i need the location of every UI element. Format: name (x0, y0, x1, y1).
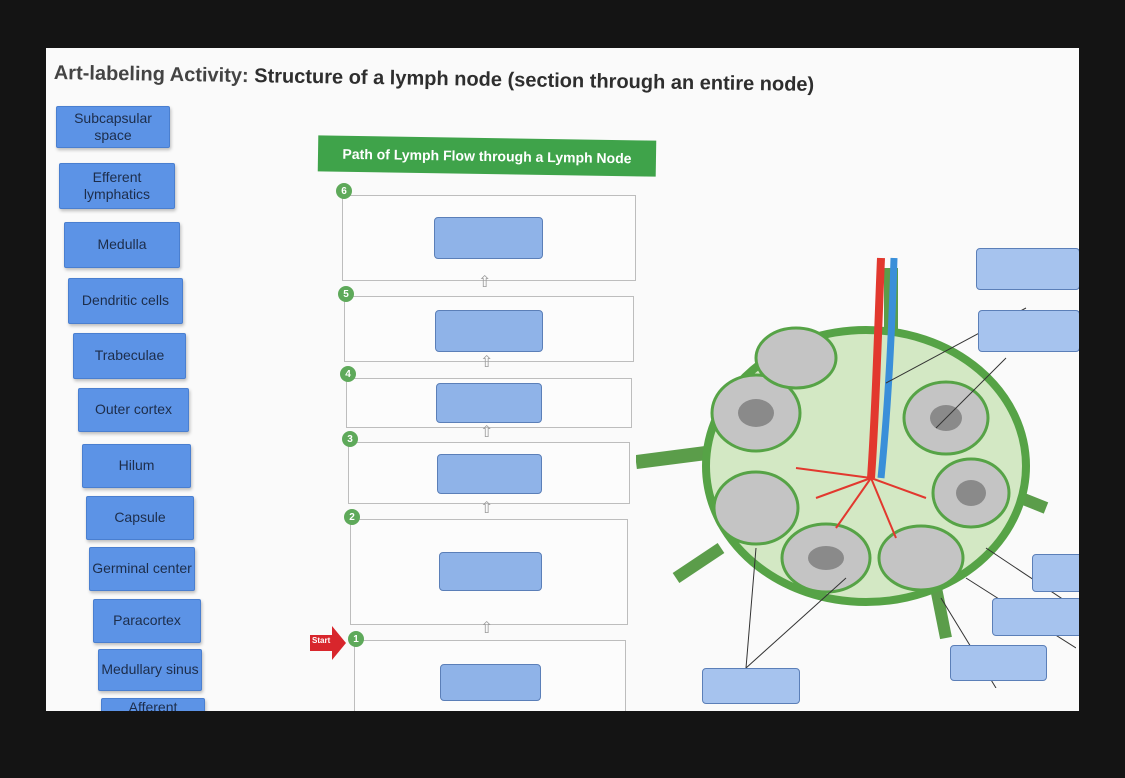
term-medulla[interactable]: Medulla (64, 222, 180, 268)
activity-screen (46, 48, 1079, 711)
afferent-vessel-left (636, 453, 706, 462)
step-number-5: 5 (338, 286, 354, 302)
term-afferent[interactable]: Afferent (101, 698, 205, 711)
label-target-3[interactable] (1032, 554, 1079, 592)
start-label: Start (312, 636, 331, 645)
up-arrow-icon: ⇧ (480, 500, 494, 517)
label-target-4[interactable] (992, 598, 1079, 636)
drop-target-step-2[interactable] (439, 552, 542, 591)
up-arrow-icon: ⇧ (480, 424, 494, 441)
term-outer-cortex[interactable]: Outer cortex (78, 388, 189, 432)
flow-panel-header: Path of Lymph Flow through a Lymph Node (318, 135, 657, 176)
title-prefix: Art-labeling Activity: (53, 62, 249, 88)
term-efferent-lymphatics[interactable]: Efferent lymphatics (59, 163, 175, 209)
term-medullary-sinus[interactable]: Medullary sinus (98, 649, 202, 691)
afferent-vessel-bottom-left (676, 548, 721, 578)
drop-target-step-5[interactable] (435, 310, 543, 352)
term-trabeculae[interactable]: Trabeculae (73, 333, 186, 379)
up-arrow-icon: ⇧ (480, 354, 494, 371)
step-number-1: 1 (348, 631, 364, 647)
title-main: Structure of a lymph node (section through an entire node) (254, 65, 815, 96)
step-number-6: 6 (336, 183, 352, 199)
step-number-3: 3 (342, 431, 358, 447)
up-arrow-icon: ⇧ (480, 620, 494, 637)
afferent-vessel-bottom (936, 588, 946, 638)
term-capsule[interactable]: Capsule (86, 496, 194, 540)
term-subcapsular-space[interactable]: Subcapsular space (56, 106, 170, 148)
term-paracortex[interactable]: Paracortex (93, 599, 201, 643)
label-target-5[interactable] (950, 645, 1047, 681)
drop-target-step-1[interactable] (440, 664, 541, 701)
label-target-1[interactable] (976, 248, 1079, 290)
step-number-2: 2 (344, 509, 360, 525)
label-target-2[interactable] (978, 310, 1079, 352)
start-marker (310, 626, 346, 665)
term-dendritic-cells[interactable]: Dendritic cells (68, 278, 183, 324)
drop-target-step-6[interactable] (434, 217, 543, 259)
step-number-4: 4 (340, 366, 356, 382)
page-title (54, 62, 815, 97)
drop-target-step-4[interactable] (436, 383, 542, 423)
label-target-6[interactable] (702, 668, 800, 704)
word-bank (46, 106, 221, 711)
term-hilum[interactable]: Hilum (82, 444, 191, 488)
drop-target-step-3[interactable] (437, 454, 542, 494)
term-germinal-center[interactable]: Germinal center (89, 547, 195, 591)
up-arrow-icon: ⇧ (478, 274, 492, 291)
